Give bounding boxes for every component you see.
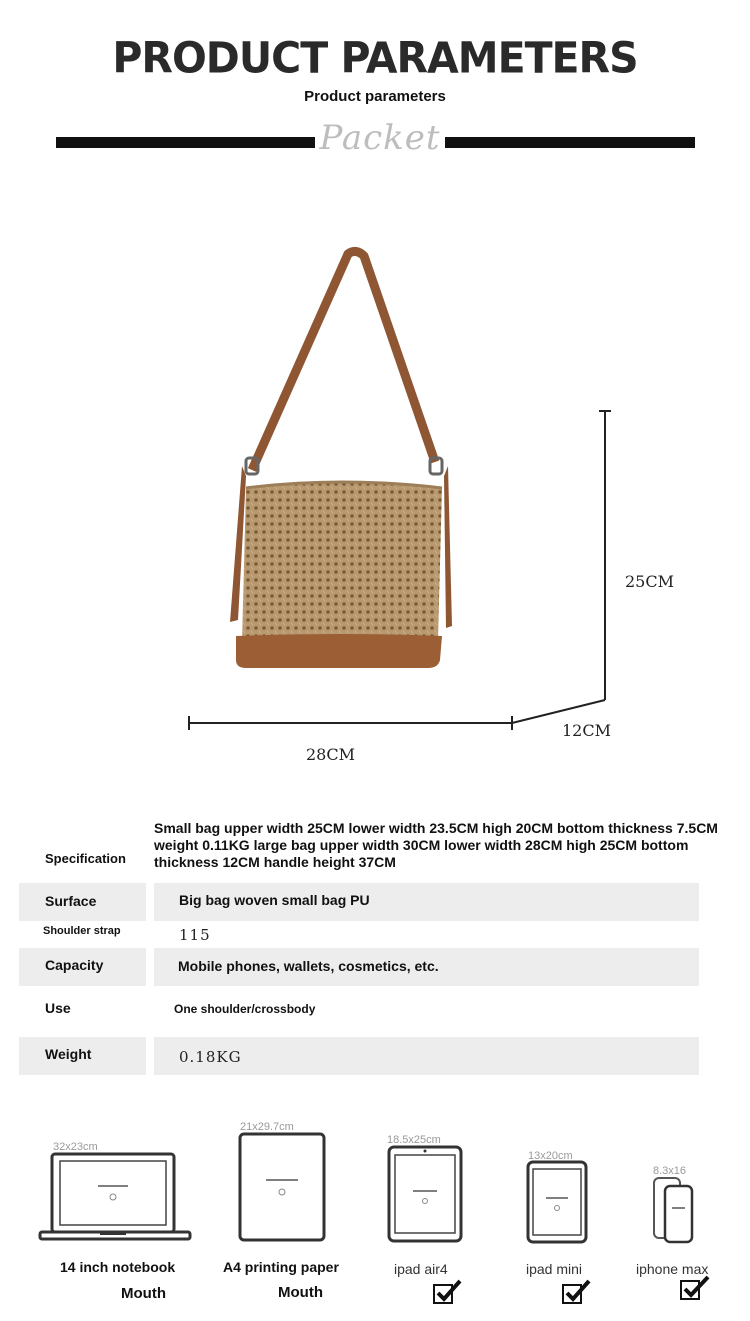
spec-label-shoulder-strap: Shoulder strap — [43, 925, 121, 937]
device-name-laptop: 14 inch notebook — [60, 1259, 176, 1275]
spec-label-specification: Specification — [45, 851, 126, 866]
device-size-laptop: 32x23cm — [53, 1141, 98, 1153]
page-title: PRODUCT PARAMETERS — [112, 32, 638, 84]
device-name-ipad-mini: ipad mini — [526, 1261, 583, 1277]
dimension-lines — [180, 405, 620, 735]
spec-value-use: One shoulder/crossbody — [174, 1002, 316, 1016]
checkbox-checked-icon — [561, 1279, 591, 1305]
depth-dimension: 12CM — [562, 721, 611, 740]
device-size-iphone-max: 8.3x16 — [653, 1165, 687, 1177]
spec-value-shoulder-strap: 115 — [179, 926, 211, 944]
width-dimension: 28CM — [306, 745, 355, 764]
spec-value-capacity: Mobile phones, wallets, cosmetics, etc. — [178, 958, 439, 974]
tablet-icon — [387, 1145, 463, 1243]
checkbox-checked-icon — [679, 1275, 711, 1301]
paper-icon — [238, 1132, 326, 1242]
spec-label-use: Use — [45, 1000, 71, 1016]
device-name-paper: A4 printing paper — [223, 1259, 339, 1275]
spec-value-surface: Big bag woven small bag PU — [179, 892, 370, 908]
page-subtitle: Product parameters — [304, 88, 446, 105]
spec-value-weight: 0.18KG — [179, 1048, 242, 1066]
phone-icon — [652, 1176, 694, 1244]
spec-label-capacity: Capacity — [45, 957, 104, 973]
spec-value-specification: Small bag upper width 25CM lower width 23.5CM high 20CM bottom thickness 7.5CM weight 0.11KG large bag upper width 30CM lower width 28CM high 25CM bottom thickness 12CM handle height 37CM — [154, 820, 718, 870]
fit-label-laptop: Mouth — [121, 1285, 166, 1302]
tablet-small-icon — [526, 1160, 588, 1244]
device-name-ipad-air: ipad air4 — [394, 1261, 448, 1277]
checkbox-checked-icon — [432, 1279, 462, 1305]
height-dimension: 25CM — [625, 572, 674, 591]
device-size-paper: 21x29.7cm — [240, 1121, 294, 1133]
laptop-icon — [38, 1152, 192, 1244]
device-size-ipad-air: 18.5x25cm — [387, 1134, 441, 1146]
device-size-ipad-mini: 13x20cm — [528, 1150, 573, 1162]
spec-label-weight: Weight — [45, 1046, 92, 1062]
script-watermark: Packet — [310, 118, 450, 158]
device-name-iphone-max: iphone max — [636, 1261, 709, 1277]
fit-label-paper: Mouth — [278, 1284, 323, 1301]
spec-label-surface: Surface — [45, 893, 97, 909]
